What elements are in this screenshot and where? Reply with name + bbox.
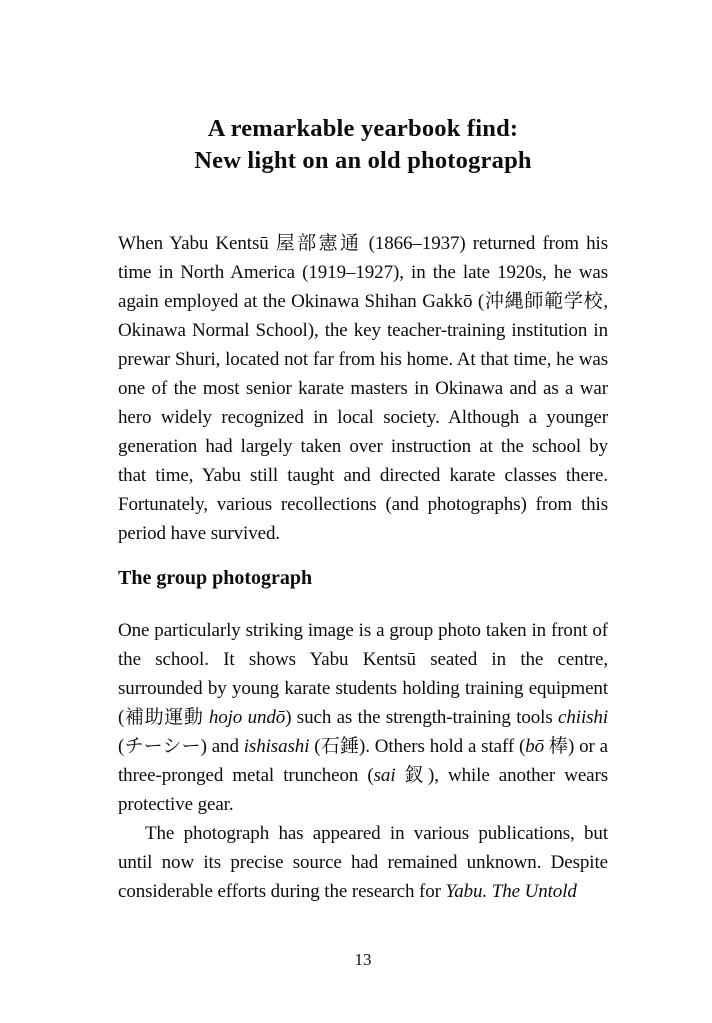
page-title-line-2: New light on an old photograph xyxy=(194,147,532,174)
paragraph-intro: When Yabu Kentsū 屋部憲通 (1866–1937) returned from his time in North America (1919–1927), in the late 1920s, he was again employed at the Okinawa Shihan Gakkō (沖縄師範学校, Okinawa Normal School), the key teacher-training institution in prewar Shuri, located not far from his home. At that time, he was one of the most senior karate masters in Okinawa and as a war hero widely recognized in local society. Although a younger generation had largely taken over instruction at the school by that time, Yabu still taught and directed karate classes there. Fortunately, various recollections (and photographs) from this period have survived. xyxy=(118,233,608,544)
paragraph-publications: The photograph has appeared in various publications, but until now its precise source had remained unknown. Despite considerable efforts during the research for Yabu. The Untold xyxy=(118,823,608,902)
section-heading-group-photograph: The group photograph xyxy=(118,567,313,589)
text-column xyxy=(118,0,608,906)
paragraph-group-photo: One particularly striking image is a group photo taken in front of the school. It shows Yabu Kentsū seated in the centre, surrounded by young karate students holding training equipment (補助運動 hojo undō) such as the strength-training tools chiishi (チーシー) and ishisashi (石錘). Others hold a staff (bō 棒) or a three-pronged metal truncheon (sai 釵), while another wears protective gear. xyxy=(118,620,609,815)
page-title-line-1: A remarkable yearbook find: xyxy=(207,115,519,142)
page-title xyxy=(118,0,608,177)
page-number: 13 xyxy=(354,950,372,969)
